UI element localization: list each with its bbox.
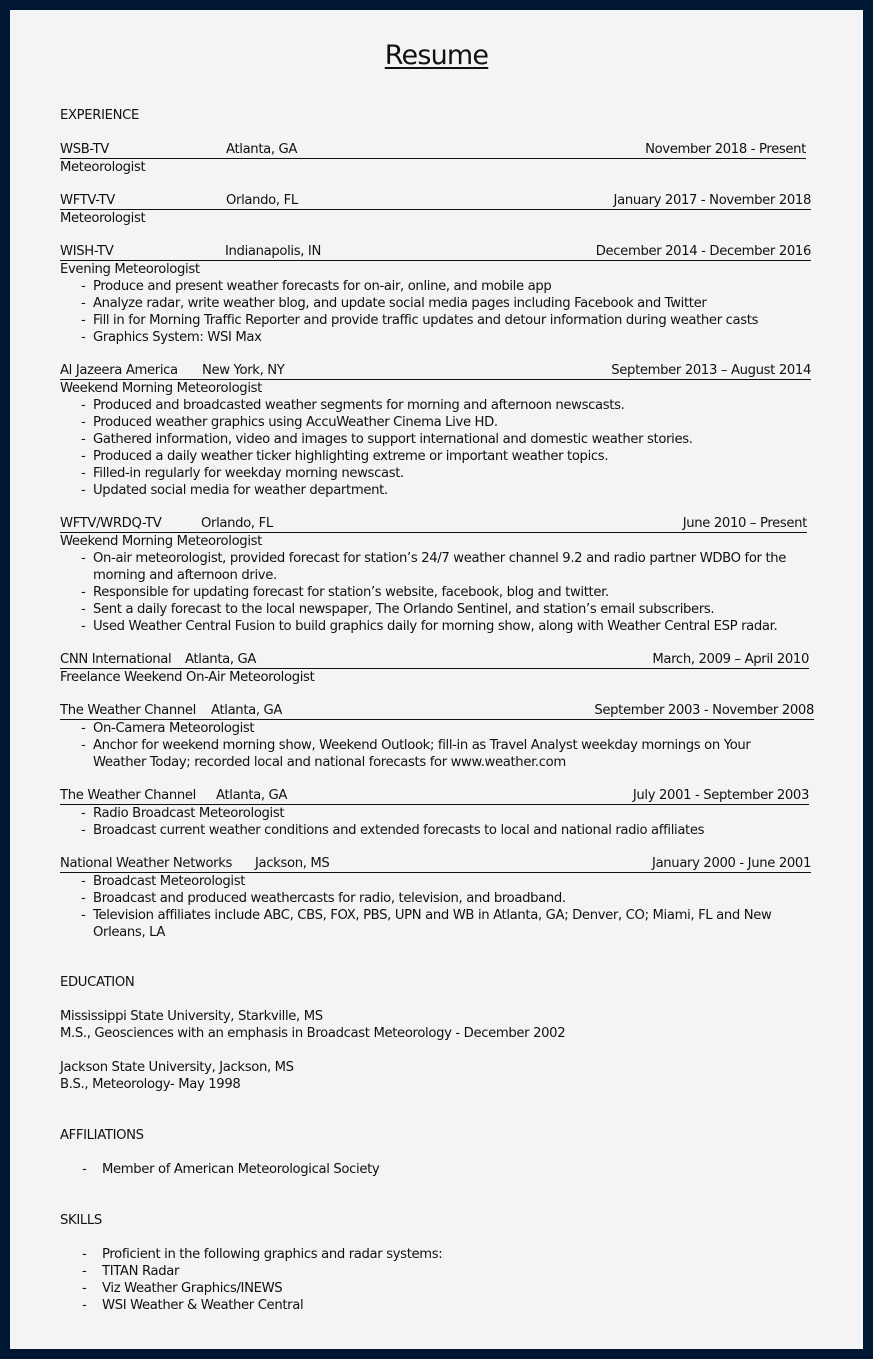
job-dates: January 2000 - June 2001 — [652, 856, 811, 871]
job-bullet: - Gathered information, video and images to support international and domestic weather stories. — [60, 431, 811, 448]
job-national-weather-networks — [60, 855, 811, 941]
education-entry — [60, 1008, 565, 1042]
resume-page — [10, 10, 863, 1349]
job-header — [60, 141, 806, 159]
job-bullet: - Produced and broadcasted weather segments for morning and afternoon newscasts. — [60, 397, 811, 414]
job-header — [60, 515, 807, 533]
job-weather-channel-oncamera — [60, 702, 814, 771]
school-name: Jackson State University, Jackson, MS — [60, 1060, 294, 1075]
skills-heading: SKILLS — [60, 1213, 102, 1228]
job-bullet: - Graphics System: WSI Max — [60, 329, 811, 346]
affiliations-heading: AFFILIATIONS — [60, 1128, 144, 1143]
job-wftv-wrdq — [60, 515, 807, 635]
page-title: Resume — [384, 40, 489, 71]
job-role: Evening Meteorologist — [60, 262, 200, 277]
job-bullet: - Radio Broadcast Meteorologist — [60, 805, 809, 822]
job-bullet: - Analyze radar, write weather blog, and update social media pages including Facebook and Twitter — [60, 295, 811, 312]
job-bullet: - On-air meteorologist, provided forecast for station’s 24/7 weather channel 9.2 and radio partner WDBO for the morning and afternoon drive. — [60, 550, 815, 584]
job-bullet: - Updated social media for weather department. — [60, 482, 811, 499]
job-header — [60, 787, 809, 805]
job-org: The Weather Channel — [60, 788, 196, 803]
job-bullet: - On-Camera Meteorologist — [60, 720, 814, 737]
job-org: WISH-TV — [60, 244, 114, 259]
job-bullet: - Produce and present weather forecasts for on-air, online, and mobile app — [60, 278, 811, 295]
job-wish-tv — [60, 243, 811, 346]
school-name: Mississippi State University, Starkville, MS — [60, 1009, 323, 1024]
affiliations-list — [60, 1161, 760, 1178]
job-bullet: - Fill in for Morning Traffic Reporter and provide traffic updates and detour information during weather casts — [60, 312, 811, 329]
job-bullet: - Produced a daily weather ticker highlighting extreme or important weather topics. — [60, 448, 811, 465]
job-bullet: - Broadcast current weather conditions and extended forecasts to local and national radio affiliates — [60, 822, 809, 839]
job-location: Atlanta, GA — [185, 652, 257, 667]
job-header — [60, 243, 811, 261]
skill-item: - TITAN Radar — [60, 1263, 760, 1280]
skill-item: - Viz Weather Graphics/INEWS — [60, 1280, 760, 1297]
job-dates: July 2001 - September 2003 — [632, 788, 809, 803]
skill-item: - Proficient in the following graphics and radar systems: — [60, 1246, 760, 1263]
job-org: Al Jazeera America — [60, 363, 178, 378]
education-entry — [60, 1059, 294, 1093]
job-dates: June 2010 – Present — [682, 516, 807, 531]
job-header — [60, 702, 814, 720]
job-bullet: - Filled-in regularly for weekday morning newscast. — [60, 465, 811, 482]
job-location: Atlanta, GA — [226, 142, 298, 157]
degree: M.S., Geosciences with an emphasis in Broadcast Meteorology - December 2002 — [60, 1026, 566, 1041]
job-org: The Weather Channel — [60, 703, 196, 718]
skills-list — [60, 1246, 760, 1314]
job-location: Atlanta, GA — [211, 703, 283, 718]
job-role: Weekend Morning Meteorologist — [60, 534, 262, 549]
job-org: WFTV/WRDQ-TV — [60, 516, 162, 531]
job-role: Meteorologist — [60, 211, 146, 226]
job-weather-channel-radio — [60, 787, 809, 839]
skill-item: - WSI Weather & Weather Central — [60, 1297, 760, 1314]
job-bullet: - Broadcast and produced weathercasts for radio, television, and broadband. — [60, 890, 811, 907]
job-header — [60, 362, 811, 380]
job-bullet: - Anchor for weekend morning show, Weekend Outlook; fill-in as Travel Analyst weekday mornings on Your Weather Today; recorded local and national forecasts for www.weather.com — [60, 737, 793, 771]
job-location: Indianapolis, IN — [225, 244, 321, 259]
job-org: CNN International — [60, 652, 172, 667]
job-wsb-tv — [60, 141, 806, 176]
degree: B.S., Meteorology- May 1998 — [60, 1077, 241, 1092]
job-dates: September 2013 – August 2014 — [611, 363, 811, 378]
job-bullet: - Responsible for updating forecast for station’s website, facebook, blog and twitter. — [60, 584, 807, 601]
experience-heading: EXPERIENCE — [60, 108, 139, 123]
job-bullet: - Broadcast Meteorologist — [60, 873, 811, 890]
job-bullet: - Used Weather Central Fusion to build graphics daily for morning show, along with Weather Central ESP radar. — [60, 618, 807, 635]
job-dates: March, 2009 – April 2010 — [652, 652, 809, 667]
job-role: Meteorologist — [60, 160, 146, 175]
education-heading: EDUCATION — [60, 975, 135, 990]
job-bullet: - Television affiliates include ABC, CBS, FOX, PBS, UPN and WB in Atlanta, GA; Denver, CO; Miami, FL and New Orleans, LA — [60, 907, 815, 941]
job-bullet: - Sent a daily forecast to the local newspaper, The Orlando Sentinel, and station’s email subscribers. — [60, 601, 807, 618]
job-bullet: - Produced weather graphics using AccuWeather Cinema Live HD. — [60, 414, 811, 431]
job-dates: September 2003 - November 2008 — [594, 703, 814, 718]
job-location: Jackson, MS — [255, 856, 330, 871]
affiliation-item: - Member of American Meteorological Society — [60, 1161, 760, 1178]
job-header — [60, 855, 811, 873]
job-org: WFTV-TV — [60, 193, 115, 208]
job-cnn-international — [60, 651, 809, 686]
job-header — [60, 192, 811, 210]
job-role: Freelance Weekend On-Air Meteorologist — [60, 670, 315, 685]
job-location: New York, NY — [202, 363, 285, 378]
job-location: Orlando, FL — [201, 516, 273, 531]
job-dates: December 2014 - December 2016 — [595, 244, 811, 259]
job-location: Orlando, FL — [226, 193, 298, 208]
job-al-jazeera — [60, 362, 811, 499]
job-role: Weekend Morning Meteorologist — [60, 381, 262, 396]
job-header — [60, 651, 809, 669]
job-dates: November 2018 - Present — [645, 142, 806, 157]
job-dates: January 2017 - November 2018 — [613, 193, 811, 208]
job-wftv-tv — [60, 192, 811, 227]
job-org: WSB-TV — [60, 142, 109, 157]
job-location: Atlanta, GA — [216, 788, 288, 803]
job-org: National Weather Networks — [60, 856, 233, 871]
